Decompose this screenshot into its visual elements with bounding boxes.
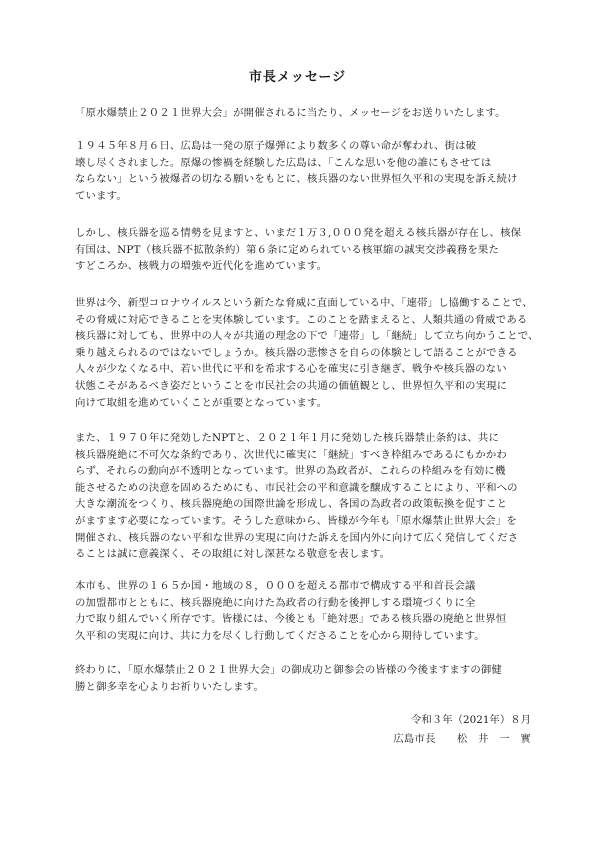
paragraph-line: 終わりに、「原水爆禁止２０２１世界大会」の御成功と御参会の皆様の今後ますますの御健 (75, 664, 502, 676)
paragraph-line: 開催され、核兵器のない平和な世界の実現に向けた訴えを国内外に向けて広く発信してくださ (75, 531, 519, 544)
paragraph-line: 向けて取組を進めていくことが重要となっています。 (75, 396, 328, 409)
paragraph-line: 能させるための決意を固めるためにも、市民社会の平和意識を醸成することにより、平和への (75, 481, 518, 494)
paragraph-line: 久平和の実現に向け、共に力を尽くし行動してくださることを心から期待しています。 (75, 629, 485, 642)
body-paragraph-1 (75, 138, 527, 204)
signer-name: 広島市長 松 井 一 實 (393, 732, 531, 745)
paragraph-line: ています。 (75, 189, 127, 202)
signature-block (331, 711, 531, 748)
letter-date: 令和３年（2021年）８月 (411, 714, 531, 726)
intro-line: 「原水爆禁止２０２１世界大会」が開催されるに当たり、メッセージをお送りいたします。 (75, 107, 506, 119)
paragraph-line: の加盟都市とともに、核兵器廃絶に向けた為政者の行動を後押しする環境づくりに全 (75, 596, 476, 609)
paragraph-line: 人々が少なくなる中、若い世代に平和を希求する心を確実に引き継ぎ、戦争や核兵器のない (75, 363, 507, 376)
paragraph-line: 状態こそがあるべき姿だということを市民社会の共通の価値観とし、世界恒久平和の実現に (75, 379, 508, 392)
paragraph-line: また、１９７０年に発効したNPTと、２０２１年１月に発効した核兵器禁止条約は、共に (75, 432, 500, 444)
intro-paragraph (75, 105, 527, 122)
paragraph-line: １９４５年８月６日、広島は一発の原子爆弾により数多くの尊い命が奪われ、街は破 (75, 140, 477, 152)
paragraph-line: 本市も、世界の１６５か国・地域の８，０００を超える都市で構成する平和首長会議 (75, 580, 476, 592)
page-title: 市長メッセージ (248, 70, 347, 85)
paragraph-line: 大きな潮流をつくり、核兵器廃絶の国際世論を形成し、各国の為政者の政策転換を促すこと (75, 498, 508, 511)
paragraph-line: 核兵器廃絶に不可欠な条約であり、次世代に確実に「継続」すべき枠組みであるにもかかわ (75, 448, 507, 461)
body-paragraph-4 (75, 430, 527, 563)
paragraph-line: がますます必要になっています。そうした意味から、皆様が今年も「原水爆禁止世界大会」を (75, 514, 517, 527)
paragraph-line: 壊し尽くされました。原爆の惨禍を経験した広島は、「こんな思いを他の誰にもさせては (75, 156, 492, 169)
body-paragraph-2 (75, 225, 527, 275)
body-paragraph-3 (75, 295, 539, 411)
paragraph-line: 世界は今、新型コロナウイルスという新たな脅威に直面している中、「連帯」し協働することで、 (75, 297, 533, 309)
paragraph-line: ることは誠に意義深く、その取組に対し深甚なる敬意を表します。 (75, 548, 391, 561)
paragraph-line: その脅威に対応できることを実体験しています。このことを踏まえると、人類共通の脅威である (75, 313, 528, 326)
paragraph-line: 乗り越えられるのではないでしょうか。核兵器の悲惨さを自らの体験として語ることができる (75, 346, 518, 359)
paragraph-line: 力で取り組んでいく所存です。皆様には、今後とも「絶対悪」である核兵器の廃絶と世界恒 (75, 613, 507, 626)
paragraph-line: らず、それらの動向が不透明となっています。世界の為政者が、これらの枠組みを有効に機 (75, 465, 506, 478)
closing-paragraph (75, 662, 527, 695)
paragraph-line: 勝と御多幸を心よりお祈りいたします。 (75, 680, 264, 693)
paragraph-line: 有国は、NPT（核兵器不拡散条約）第６条に定められている核軍縮の誠実交渉義務を果た (75, 243, 500, 256)
paragraph-line: すどころか、核戦力の増強や近代化を進めています。 (75, 260, 328, 273)
body-paragraph-5 (75, 578, 527, 644)
paragraph-line: しかし、核兵器を巡る情勢を見ますと、いまだ１万３,０００発を超える核兵器が存在し、核保 (75, 227, 522, 239)
paragraph-line: 核兵器に対しても、世界中の人々が共通の理念の下で「連帯」し「継続」して立ち向かうことで、 (75, 330, 539, 343)
paragraph-line: ならない」という被爆者の切なる願いをもとに、核兵器のない世界恒久平和の実現を訴え続け (75, 173, 518, 186)
